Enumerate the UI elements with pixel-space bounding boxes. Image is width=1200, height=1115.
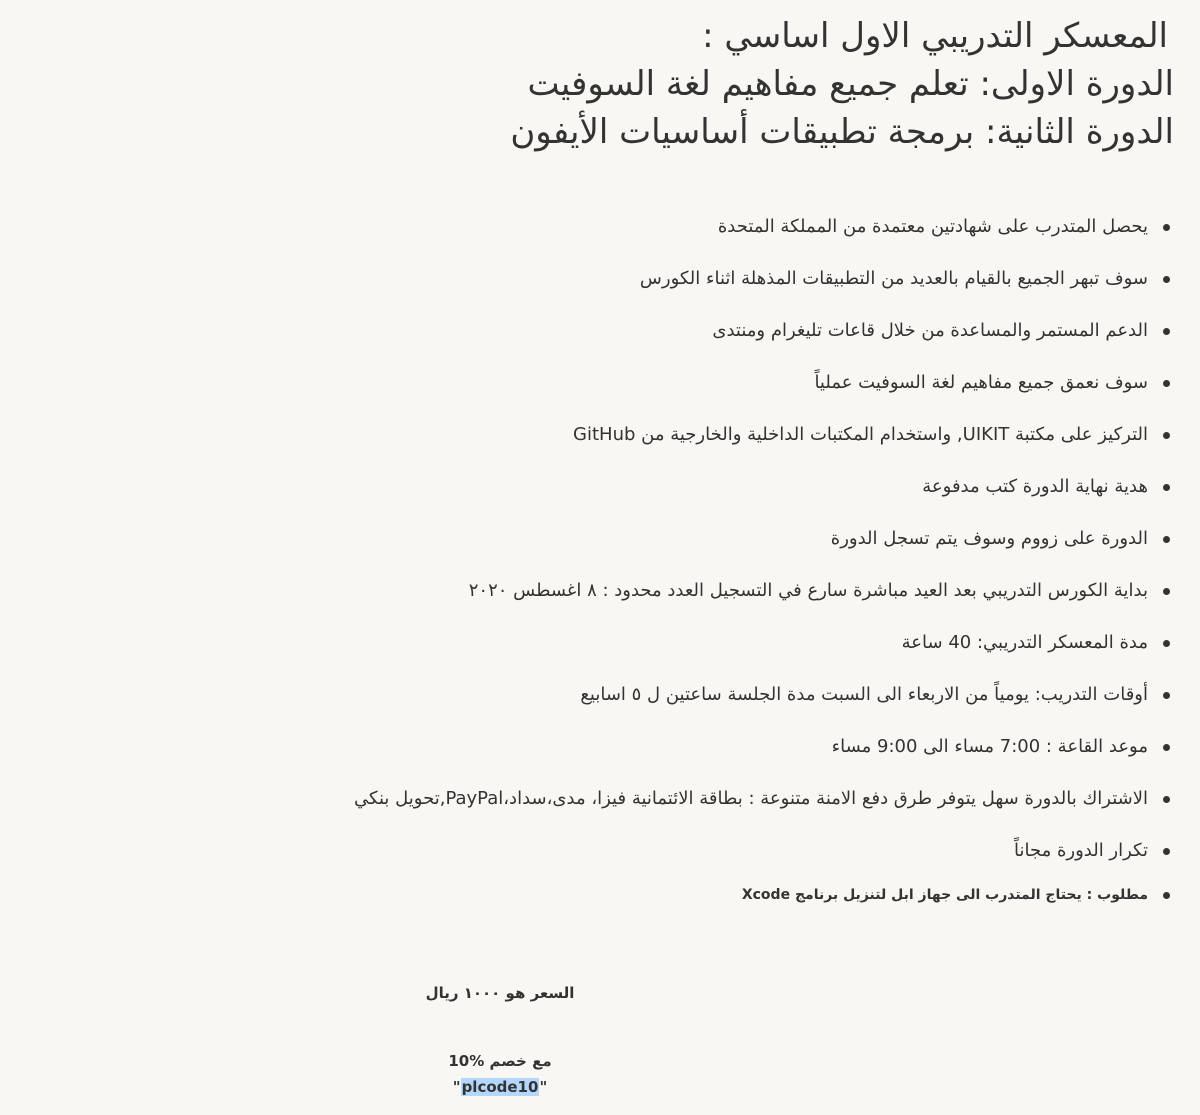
list-item-text: موعد القاعة : 7:00 مساء الى 9:00 مساء (831, 736, 1148, 757)
bullet-icon (1163, 848, 1170, 855)
bullet-icon (1163, 892, 1170, 899)
list-item-text: سوف تبهر الجميع بالقيام بالعديد من التطبيقات المذهلة اثناء الكورس (639, 268, 1148, 289)
discount-text: مع خصم %10 (448, 1052, 552, 1070)
bullet-icon (1163, 796, 1170, 803)
bullet-icon (1163, 276, 1170, 283)
list-item-text: مدة المعسكر التدريبي: 40 ساعة (901, 632, 1148, 653)
list-item-text: الدورة على زووم وسوف يتم تسجل الدورة (830, 528, 1148, 549)
price-text: السعر هو ١٠٠٠ ريال (425, 984, 575, 1002)
bullet-icon (1163, 536, 1170, 543)
list-item-text: بداية الكورس التدريبي بعد العيد مباشرة سارع في التسجيل العدد محدود : ٨ اغسطس ٢٠٢٠ (468, 580, 1148, 601)
promo-code (400, 1074, 600, 1100)
bullet-icon (1163, 380, 1170, 387)
list-item (210, 461, 1170, 513)
list-item (210, 721, 1170, 773)
list-item-text: التركيز على مكتبة UIKIT, واستخدام المكتبات الداخلية والخارجية من GitHub (573, 424, 1148, 445)
features-list (210, 201, 1170, 917)
list-item (210, 565, 1170, 617)
bullet-icon (1163, 224, 1170, 231)
bullet-icon (1163, 744, 1170, 751)
bullet-icon (1163, 588, 1170, 595)
list-item (210, 669, 1170, 721)
list-item (210, 409, 1170, 461)
list-item (210, 825, 1170, 877)
requirement-item (210, 877, 1170, 917)
price-block (400, 978, 600, 1100)
heading-bootcamp-title: المعسكر التدريبي الاول اساسي : (702, 16, 1168, 56)
list-item (210, 305, 1170, 357)
promo-code-value[interactable]: plcode10 (461, 1078, 539, 1096)
list-item (210, 357, 1170, 409)
list-item (210, 513, 1170, 565)
bullet-icon (1163, 692, 1170, 699)
list-item-text: هدية نهاية الدورة كتب مدفوعة (922, 476, 1148, 497)
heading-course-two: الدورة الثانية: برمجة تطبيقات أساسيات الأيفون (510, 112, 1174, 152)
list-item-text: سوف نعمق جميع مفاهيم لغة السوفيت عملياً (814, 372, 1148, 393)
list-item (210, 201, 1170, 253)
list-item (210, 617, 1170, 669)
course-heading (414, 12, 1174, 156)
promo-code-close-quote: " (539, 1078, 548, 1096)
bullet-icon (1163, 328, 1170, 335)
bullet-icon (1163, 432, 1170, 439)
list-item-text: أوقات التدريب: يومياً من الاربعاء الى السبت مدة الجلسة ساعتين ل ٥ اسابيع (580, 684, 1148, 705)
list-item-text: الدعم المستمر والمساعدة من خلال قاعات تليغرام ومنتدى (712, 320, 1148, 341)
list-item-text: تكرار الدورة مجاناً (1013, 840, 1148, 861)
promo-code-open-quote: " (452, 1078, 461, 1096)
heading-course-one: الدورة الاولى: تعلم جميع مفاهيم لغة السوفيت (527, 64, 1174, 104)
list-item (210, 253, 1170, 305)
list-item (210, 773, 1170, 825)
requirement-text: مطلوب : يحتاج المتدرب الى جهاز ابل لتنزيل برنامج Xcode (741, 887, 1148, 903)
list-item-text: الاشتراك بالدورة سهل يتوفر طرق دفع الامنة متنوعة : بطاقة الائتمانية فيزا، مدى،سداد،PayPal,تحويل بنكي (354, 788, 1148, 809)
bullet-icon (1163, 484, 1170, 491)
list-item-text: يحصل المتدرب على شهادتين معتمدة من المملكة المتحدة (717, 216, 1148, 237)
bullet-icon (1163, 640, 1170, 647)
